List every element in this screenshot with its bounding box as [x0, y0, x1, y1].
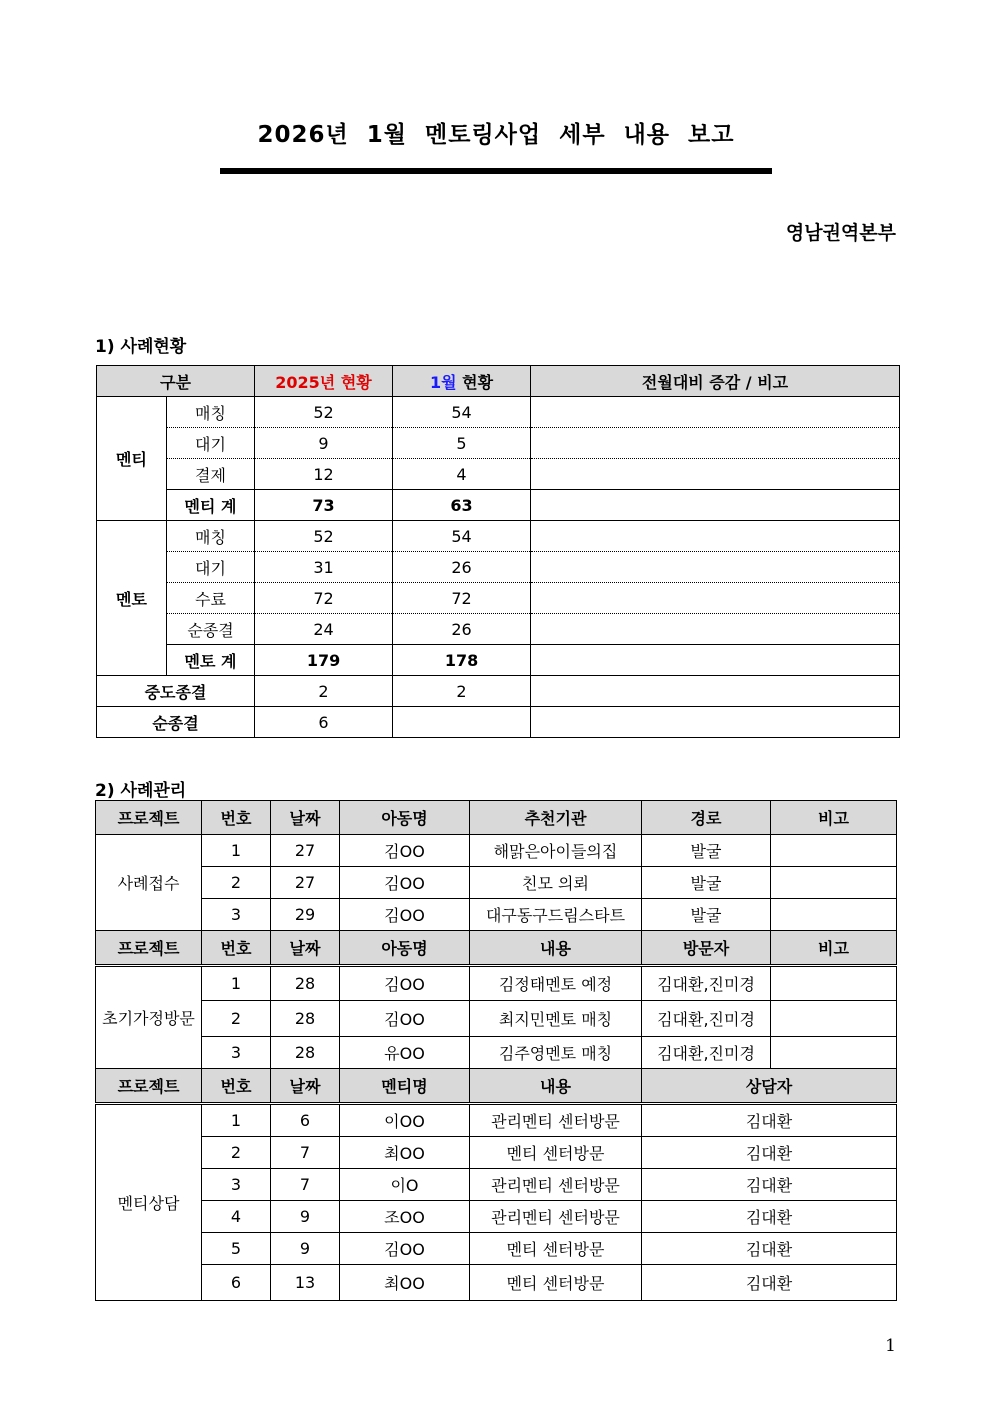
referral-agency: 해맑은아이들의집: [470, 835, 642, 867]
header-cell: 프로젝트: [96, 801, 202, 835]
row-date: 9: [271, 1201, 340, 1233]
header-cell: 경로: [642, 801, 771, 835]
row-date: 29: [271, 899, 340, 931]
header-cell: 멘티명: [340, 1069, 470, 1104]
value-2025: 12: [255, 459, 393, 490]
counselor: 김대환: [642, 1233, 897, 1265]
value-jan: 26: [393, 614, 531, 645]
note-cell: [771, 966, 897, 1001]
value-jan: 5: [393, 428, 531, 459]
header-jan-month: 1월: [429, 372, 457, 392]
child-name: 유OO: [340, 1037, 470, 1069]
row-date: 13: [271, 1265, 340, 1301]
row-date: 27: [271, 867, 340, 899]
mentee-row: [97, 428, 900, 459]
counselor: 김대환: [642, 1104, 897, 1137]
mentee-row: [97, 459, 900, 490]
referral-route: 발굴: [642, 899, 771, 931]
mentor-total-label: 멘토 계: [167, 645, 255, 676]
note-cell: [531, 583, 900, 614]
note-cell: [531, 490, 900, 521]
mentee-name: 최OO: [340, 1265, 470, 1301]
value-2025: 24: [255, 614, 393, 645]
value-2025: 52: [255, 521, 393, 552]
header-cell: 비고: [771, 931, 897, 966]
referral-agency: 친모 의뢰: [470, 867, 642, 899]
note-cell: [771, 1001, 897, 1037]
value-2025: 72: [255, 583, 393, 614]
row-number: 3: [202, 899, 271, 931]
referral-route: 발굴: [642, 867, 771, 899]
header-cell: 날짜: [271, 801, 340, 835]
note-cell: [771, 835, 897, 867]
mentee-name: 이OO: [340, 1104, 470, 1137]
note-cell: [531, 552, 900, 583]
row-number: 5: [202, 1233, 271, 1265]
child-name: 김OO: [340, 899, 470, 931]
value-jan: 54: [393, 397, 531, 428]
counsel-header-row: [96, 1069, 897, 1104]
row-number: 1: [202, 835, 271, 867]
counsel-content: 멘티 센터방문: [470, 1137, 642, 1169]
header-cell: 아동명: [340, 801, 470, 835]
mentee-total-2025: 73: [255, 490, 393, 521]
row-label: 매칭: [167, 397, 255, 428]
normal-termination-row: [97, 707, 900, 738]
header-2025-rest: 현황: [335, 372, 372, 392]
note-cell: [531, 428, 900, 459]
child-name: 김OO: [340, 835, 470, 867]
row-number: 2: [202, 1137, 271, 1169]
value-2025: 52: [255, 397, 393, 428]
table-row: [96, 1265, 897, 1301]
child-name: 김OO: [340, 867, 470, 899]
table-row: [96, 1104, 897, 1137]
value-2025: 9: [255, 428, 393, 459]
header-cell: 프로젝트: [96, 1069, 202, 1104]
header-cell: 상담자: [642, 1069, 897, 1104]
counsel-content: 관리멘티 센터방문: [470, 1201, 642, 1233]
row-date: 28: [271, 1037, 340, 1069]
mentee-name: 이O: [340, 1169, 470, 1201]
header-cell: 프로젝트: [96, 931, 202, 966]
note-cell: [531, 707, 900, 738]
row-label: 매칭: [167, 521, 255, 552]
note-cell: [531, 614, 900, 645]
note-cell: [771, 1037, 897, 1069]
intake-header-row: [96, 801, 897, 835]
header-gubun: 구분: [97, 366, 255, 397]
value-2025: 31: [255, 552, 393, 583]
home-visit-project-label: 초기가정방문: [96, 966, 202, 1069]
table-row: [96, 1001, 897, 1037]
section1-heading: 1) 사례현황: [95, 337, 187, 357]
row-label: 대기: [167, 428, 255, 459]
header-cell: 내용: [470, 1069, 642, 1104]
note-cell: [771, 867, 897, 899]
row-date: 27: [271, 835, 340, 867]
header-cell: 번호: [202, 931, 271, 966]
case-status-table: [96, 365, 900, 738]
visit-content: 김정태멘토 예정: [470, 966, 642, 1001]
visitor: 김대환,진미경: [642, 966, 771, 1001]
row-date: 7: [271, 1169, 340, 1201]
row-number: 3: [202, 1037, 271, 1069]
counselor: 김대환: [642, 1169, 897, 1201]
table-row: [96, 867, 897, 899]
header-cell: 추천기관: [470, 801, 642, 835]
note-cell: [531, 459, 900, 490]
row-number: 6: [202, 1265, 271, 1301]
table-row: [96, 1169, 897, 1201]
mentor-total-2025: 179: [255, 645, 393, 676]
mentee-total-label: 멘티 계: [167, 490, 255, 521]
row-label: 결제: [167, 459, 255, 490]
header-cell: 날짜: [271, 1069, 340, 1104]
intake-project-label: 사례접수: [96, 835, 202, 931]
row-label: 대기: [167, 552, 255, 583]
mentee-row: [97, 397, 900, 428]
row-number: 2: [202, 1001, 271, 1037]
mentor-group-label: 멘토: [97, 521, 167, 676]
note-cell: [531, 676, 900, 707]
referral-agency: 대구동구드림스타트: [470, 899, 642, 931]
header-cell: 번호: [202, 801, 271, 835]
section2-heading: 2) 사례관리: [95, 781, 187, 801]
counsel-content: 멘티 센터방문: [470, 1265, 642, 1301]
mentor-row: [97, 521, 900, 552]
counselor: 김대환: [642, 1137, 897, 1169]
value-jan: [393, 707, 531, 738]
child-name: 김OO: [340, 1001, 470, 1037]
note-cell: [531, 645, 900, 676]
mentor-total-jan: 178: [393, 645, 531, 676]
row-date: 7: [271, 1137, 340, 1169]
row-label: 순종결: [167, 614, 255, 645]
row-number: 3: [202, 1169, 271, 1201]
visitor: 김대환,진미경: [642, 1001, 771, 1037]
value-jan: 2: [393, 676, 531, 707]
header-cell: 내용: [470, 931, 642, 966]
header-jan-status: [393, 366, 531, 397]
header-note: 전월대비 증감 / 비고: [531, 366, 900, 397]
mentee-total-row: [97, 490, 900, 521]
counselor: 김대환: [642, 1201, 897, 1233]
table-row: [96, 1037, 897, 1069]
mentee-group-label: 멘티: [97, 397, 167, 521]
value-jan: 54: [393, 521, 531, 552]
row-number: 1: [202, 966, 271, 1001]
value-2025: 6: [255, 707, 393, 738]
visitor: 김대환,진미경: [642, 1037, 771, 1069]
value-2025: 2: [255, 676, 393, 707]
page-number: 1: [885, 1336, 896, 1356]
table-row: [96, 966, 897, 1001]
note-cell: [531, 397, 900, 428]
table-row: [96, 899, 897, 931]
mentor-row: [97, 583, 900, 614]
case-management-table: [95, 800, 897, 1301]
row-label: 수료: [167, 583, 255, 614]
child-name: 김OO: [340, 966, 470, 1001]
mentor-row: [97, 552, 900, 583]
counselor: 김대환: [642, 1265, 897, 1301]
mentee-total-jan: 63: [393, 490, 531, 521]
counsel-content: 멘티 센터방문: [470, 1233, 642, 1265]
note-cell: [531, 521, 900, 552]
header-cell: 아동명: [340, 931, 470, 966]
row-number: 1: [202, 1104, 271, 1137]
midway-termination-row: [97, 676, 900, 707]
header-jan-rest: 현황: [456, 372, 494, 392]
mentor-total-row: [97, 645, 900, 676]
table-row: [96, 1233, 897, 1265]
header-2025-year: 2025년: [275, 372, 336, 392]
value-jan: 72: [393, 583, 531, 614]
value-jan: 4: [393, 459, 531, 490]
row-label: 중도종결: [97, 676, 255, 707]
row-number: 4: [202, 1201, 271, 1233]
visit-content: 최지민멘토 매칭: [470, 1001, 642, 1037]
header-2025-status: [255, 366, 393, 397]
case-status-header-row: [97, 366, 900, 397]
value-jan: 26: [393, 552, 531, 583]
counsel-project-label: 멘티상담: [96, 1104, 202, 1301]
row-date: 9: [271, 1233, 340, 1265]
mentee-name: 최OO: [340, 1137, 470, 1169]
referral-route: 발굴: [642, 835, 771, 867]
header-cell: 날짜: [271, 931, 340, 966]
home-visit-header-row: [96, 931, 897, 966]
header-cell: 방문자: [642, 931, 771, 966]
row-date: 28: [271, 1001, 340, 1037]
mentor-row: [97, 614, 900, 645]
row-label: 순종결: [97, 707, 255, 738]
header-cell: 번호: [202, 1069, 271, 1104]
organization-name: 영남권역본부: [785, 222, 896, 244]
row-date: 6: [271, 1104, 340, 1137]
table-row: [96, 1201, 897, 1233]
mentee-name: 김OO: [340, 1233, 470, 1265]
mentee-name: 조OO: [340, 1201, 470, 1233]
table-row: [96, 1137, 897, 1169]
counsel-content: 관리멘티 센터방문: [470, 1169, 642, 1201]
note-cell: [771, 899, 897, 931]
counsel-content: 관리멘티 센터방문: [470, 1104, 642, 1137]
header-cell: 비고: [771, 801, 897, 835]
row-number: 2: [202, 867, 271, 899]
row-date: 28: [271, 966, 340, 1001]
table-row: [96, 835, 897, 867]
title-underline: [220, 168, 772, 174]
page-title: 2026년 1월 멘토링사업 세부 내용 보고: [257, 122, 735, 148]
visit-content: 김주영멘토 매칭: [470, 1037, 642, 1069]
